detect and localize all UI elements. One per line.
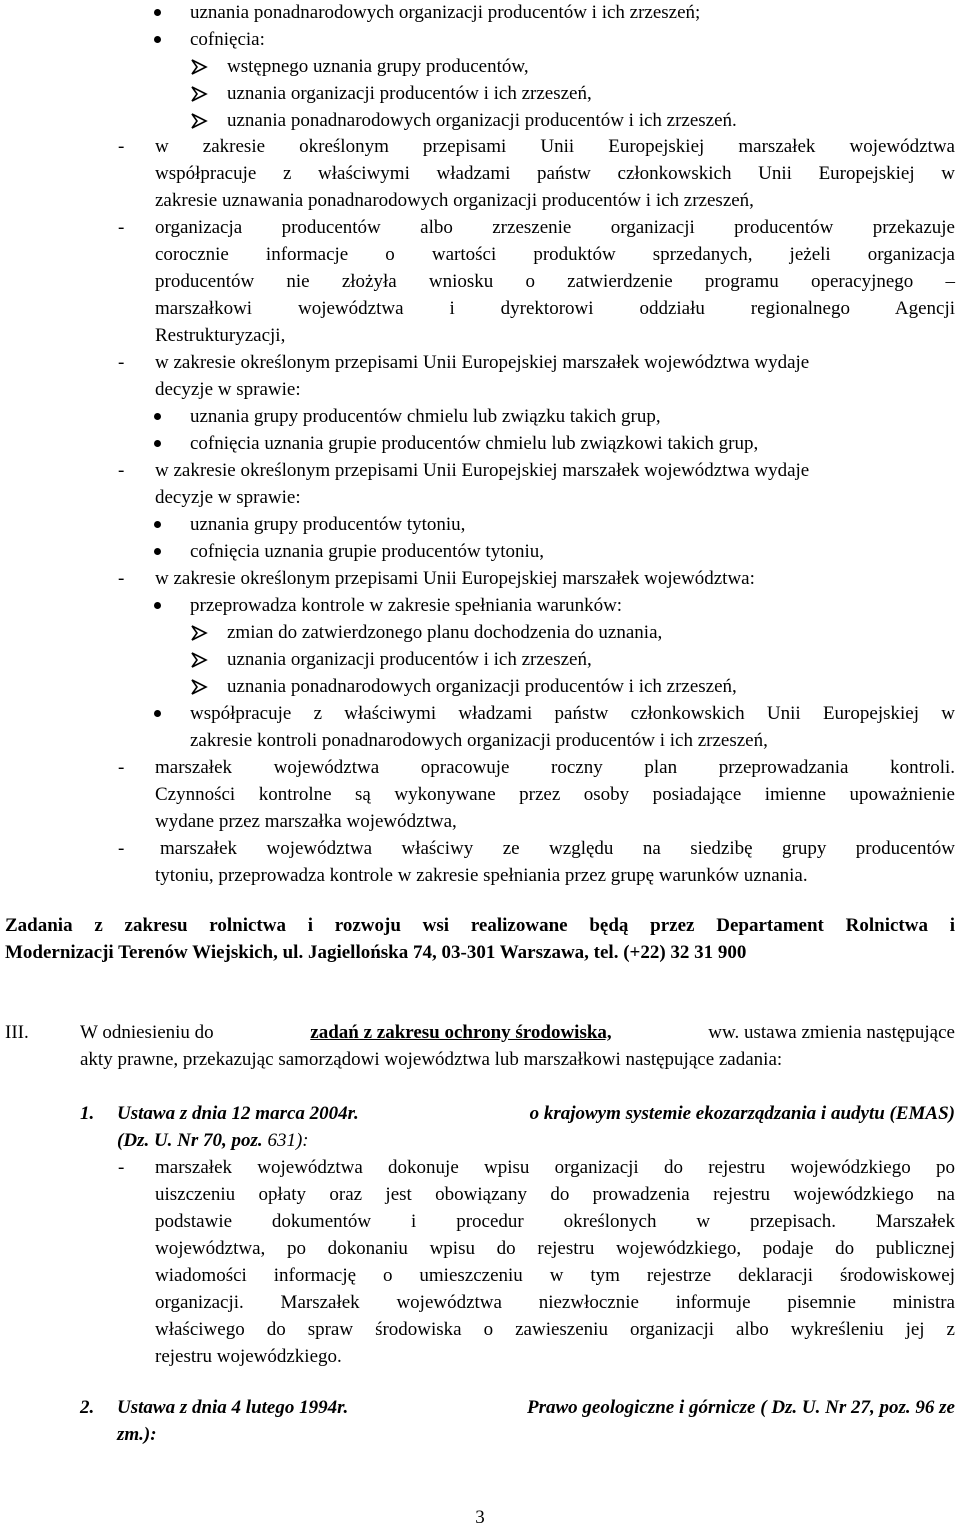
paragraph-line: marszałek województwa właściwy ze względu na siedzibę grupy producentów	[160, 838, 955, 859]
list-item: przeprowadza kontrole w zakresie spełniania warunków:	[190, 595, 623, 616]
arrow-bullet-icon	[190, 651, 208, 669]
arrow-bullet-icon	[190, 624, 208, 642]
bullet-icon	[154, 9, 161, 16]
list-item: wstępnego uznania grupy producentów,	[227, 56, 529, 77]
paragraph-line: marszałek województwa dokonuje wpisu organizacji do rejestru wojewódzkiego po	[155, 1157, 955, 1178]
paragraph-line: marszałek województwa opracowuje roczny plan przeprowadzania kontroli.	[155, 757, 955, 778]
paragraph-line: producentów nie złożyła wniosku o zatwierdzenie programu operacyjnego –	[155, 271, 955, 292]
paragraph-line: województwa, po dokonaniu wpisu do rejestru wojewódzkiego, podaje do publicznej	[155, 1238, 955, 1259]
list-item: cofnięcia uznania grupie producentów chmielu lub związkowi takich grup,	[190, 433, 759, 454]
section-intro-text: ww. ustawa zmienia następujące	[708, 1022, 955, 1043]
department-heading: Zadania z zakresu rolnictwa i rozwoju wsi realizowane będą przez Departament Rolnictwa i	[5, 915, 955, 936]
paragraph-line: decyzje w sprawie:	[155, 487, 301, 508]
bullet-icon	[154, 36, 161, 43]
arrow-bullet-icon	[190, 678, 208, 696]
paragraph-line: w zakresie określonym przepisami Unii Europejskiej marszałek województwa wydaje	[155, 460, 810, 481]
law-title: zm.):	[117, 1424, 157, 1445]
bullet-icon	[154, 521, 161, 528]
law-number: 1.	[80, 1103, 95, 1124]
paragraph-line: w zakresie określonym przepisami Unii Europejskiej marszałek województwa:	[155, 568, 755, 589]
law-title-part: o krajowym systemie ekozarządzania i audytu (EMAS)	[529, 1103, 955, 1124]
paragraph-line: Restrukturyzacji,	[155, 325, 286, 346]
paragraph-line: wiadomości informację o umieszczeniu w tym rejestrze deklaracji środowiskowej	[155, 1265, 955, 1286]
bullet-icon	[154, 440, 161, 447]
paragraph-line: decyzje w sprawie:	[155, 379, 301, 400]
paragraph-line: organizacji. Marszałek województwa niezwłocznie informuje pisemnie ministra	[155, 1292, 955, 1313]
paragraph-line: wydane przez marszałka województwa,	[155, 811, 457, 832]
section-intro: akty prawne, przekazując samorządowi województwa lub marszałkowi następujące zadania:	[80, 1049, 783, 1070]
paragraph-line: współpracuje z właściwymi władzami państw członkowskich Unii Europejskiej w	[155, 163, 955, 184]
bullet-icon	[154, 413, 161, 420]
paragraph-line: marszałkowi województwa i dyrektorowi oddziału regionalnego Agencji	[155, 298, 955, 319]
bullet-icon	[154, 602, 161, 609]
list-item: uznania ponadnarodowych organizacji producentów i ich zrzeszeń,	[227, 676, 737, 697]
list-item: cofnięcia:	[190, 29, 265, 50]
list-item: uznania ponadnarodowych organizacji producentów i ich zrzeszeń;	[190, 2, 701, 23]
list-item: uznania grupy producentów chmielu lub związku takich grup,	[190, 406, 661, 427]
paragraph-line: Czynności kontrolne są wykonywane przez osoby posiadające imienne upoważnienie	[155, 784, 955, 805]
paragraph-line: corocznie informacje o wartości produktów sprzedanych, jeżeli organizacja	[155, 244, 955, 265]
arrow-bullet-icon	[190, 58, 208, 76]
section-number: III.	[5, 1022, 29, 1043]
section-intro	[80, 1020, 955, 1047]
section-intro-text: W odniesieniu do	[80, 1022, 214, 1043]
paragraph-line: podstawie dokumentów i procedur określonych w przepisach. Marszałek	[155, 1211, 955, 1232]
list-item: uznania organizacji producentów i ich zrzeszeń,	[227, 83, 592, 104]
list-item: uznania ponadnarodowych organizacji producentów i ich zrzeszeń.	[227, 110, 737, 131]
paragraph-line: tytoniu, przeprowadza kontrole w zakresie spełniania przez grupę warunków uznania.	[155, 865, 808, 886]
list-item: współpracuje z właściwymi władzami państw członkowskich Unii Europejskiej w	[190, 703, 955, 724]
paragraph-line: organizacja producentów albo zrzeszenie organizacji producentów przekazuje	[155, 217, 955, 238]
list-item: cofnięcia uznania grupie producentów tytoniu,	[190, 541, 545, 562]
law-title	[117, 1128, 309, 1155]
law-title	[117, 1101, 955, 1128]
list-item: uznania grupy producentów tytoniu,	[190, 514, 466, 535]
law-title-part: (Dz. U. Nr 70, poz.	[117, 1130, 263, 1151]
document-page: uznania ponadnarodowych organizacji producentów i ich zrzeszeń; cofnięcia: wstępnego uznania grupy producentów, uznania organizacji producentów i ich zrzeszeń, uznania ponadnarodowych organizacji producentów i ich zrzeszeń. - w zakresie określonym przepisami Unii Europejskiej marszałek województwa współpracuje z właściwymi władzami państw członkowskich Unii Europejskiej w zakresie uznawania ponadnarodowych organizacji producentów i ich zrzeszeń, - organizacja producentów albo zrzeszenie organizacji producentów przekazuje corocznie informacje o wartości produktów sprzedanych, jeżeli organizacja producentów nie złożyła wniosku o zatwierdzenie programu operacyjnego – marszałkowi województwa i dyrektorowi oddziału regionalnego Agencji Restrukturyzacji, - w zakresie określonym przepisami Unii Europejskiej marszałek województwa wydaje decyzje w sprawie: uznania grupy producentów chmielu lub związku takich grup, cofnięcia uznania grupie producentów chmielu lub związkowi takich grup, - w zakresie określonym przepisami Unii Europejskiej marszałek województwa wydaje decyzje w sprawie: uznania grupy producentów tytoniu, cofnięcia uznania grupie producentów tytoniu, - w zakresie określonym przepisami Unii Europejskiej marszałek województwa: przeprowadza kontrole w zakresie spełniania warunków: zmian do zatwierdzonego planu dochodzenia do uznania, uznania organizacji producentów i ich zrzeszeń, uznania ponadnarodowych organizacji producentów i ich zrzeszeń, współpracuje z właściwymi władzami państw członkowskich Unii Europejskiej w zakresie kontroli ponadnarodowych organizacji producentów i ich zrzeszeń, - marszałek województwa opracowuje roczny plan przeprowadzania kontroli. Czynności kontrolne są wykonywane przez osoby posiadające imienne upoważnienie wydane przez marszałka województwa, - marszałek województwa właściwy ze względu na siedzibę grupy producentów tytoniu, przeprowadza kontrole w zakresie spełniania przez grupę warunków uznania. Zadania z zakresu rolnictwa i rozwoju wsi realizowane będą przez Departament Rolnictwa i Modernizacji Terenów Wiejskich, ul. Jagiellońska 74, 03-301 Warszawa, tel. (+22) 32 31 900 III. W odniesieniu do zadań z zakresu ochrony środowiska, ww. ustawa zmienia następujące akty prawne, przekazując samorządowi województwa lub marszałkowi następujące zadania: 1. Ustawa z dnia 12 marca 2004r. o krajowym systemie ekozarządzania i audytu (EMAS) (Dz. U. Nr 70, poz. 631): - marszałek województwa dokonuje wpisu organizacji do rejestru wojewódzkiego po uiszczeniu opłaty oraz jest obowiązany do prowadzenia rejestru wojewódzkiego na podstawie dokumentów i procedur określonych w przepisach. Marszałek województwa, po dokonaniu wpisu do rejestru wojewódzkiego, podaje do publicznej wiadomości informację o umieszczeniu w tym rejestrze deklaracji środowiskowej organizacji. Marszałek województwa niezwłocznie informuje pisemnie ministra właściwego do spraw środowiska o zawieszeniu organizacji albo wykreśleniu jej z rejestru wojewódzkiego. 2. Ustawa z dnia 4 lutego 1994r. Prawo geologiczne i górnicze ( Dz. U. Nr 27, poz. 96 ze zm.): 3	[0, 0, 960, 1537]
department-heading: Modernizacji Terenów Wiejskich, ul. Jagiellońska 74, 03-301 Warszawa, tel. (+22) 32 31 900	[5, 942, 747, 963]
arrow-bullet-icon	[190, 85, 208, 103]
paragraph-line: w zakresie określonym przepisami Unii Europejskiej marszałek województwa	[155, 136, 955, 157]
law-title	[117, 1395, 955, 1422]
bullet-icon	[154, 548, 161, 555]
arrow-bullet-icon	[190, 112, 208, 130]
law-number: 2.	[80, 1397, 95, 1418]
law-title-part: Ustawa z dnia 12 marca 2004r.	[117, 1103, 359, 1124]
paragraph-line: w zakresie określonym przepisami Unii Europejskiej marszałek województwa wydaje	[155, 352, 810, 373]
law-title-part: 631):	[267, 1130, 309, 1151]
paragraph-line: rejestru wojewódzkiego.	[155, 1346, 342, 1367]
section-topic-link: zadań z zakresu ochrony środowiska,	[310, 1022, 612, 1043]
law-title-part: Prawo geologiczne i górnicze ( Dz. U. Nr 27, poz. 96 ze	[526, 1397, 955, 1418]
paragraph-line: uiszczeniu opłaty oraz jest obowiązany do prowadzenia rejestru wojewódzkiego na	[155, 1184, 955, 1205]
list-item: zmian do zatwierdzonego planu dochodzenia do uznania,	[227, 622, 663, 643]
bullet-icon	[154, 710, 161, 717]
law-title-part: Ustawa z dnia 4 lutego 1994r.	[117, 1397, 349, 1418]
paragraph-line: właściwego do spraw środowiska o zawieszeniu organizacji albo wykreśleniu jej z	[155, 1319, 955, 1340]
list-item: uznania organizacji producentów i ich zrzeszeń,	[227, 649, 592, 670]
paragraph-line: zakresie uznawania ponadnarodowych organizacji producentów i ich zrzeszeń,	[155, 190, 754, 211]
list-item: zakresie kontroli ponadnarodowych organizacji producentów i ich zrzeszeń,	[190, 730, 768, 751]
page-number: 3	[475, 1507, 485, 1528]
